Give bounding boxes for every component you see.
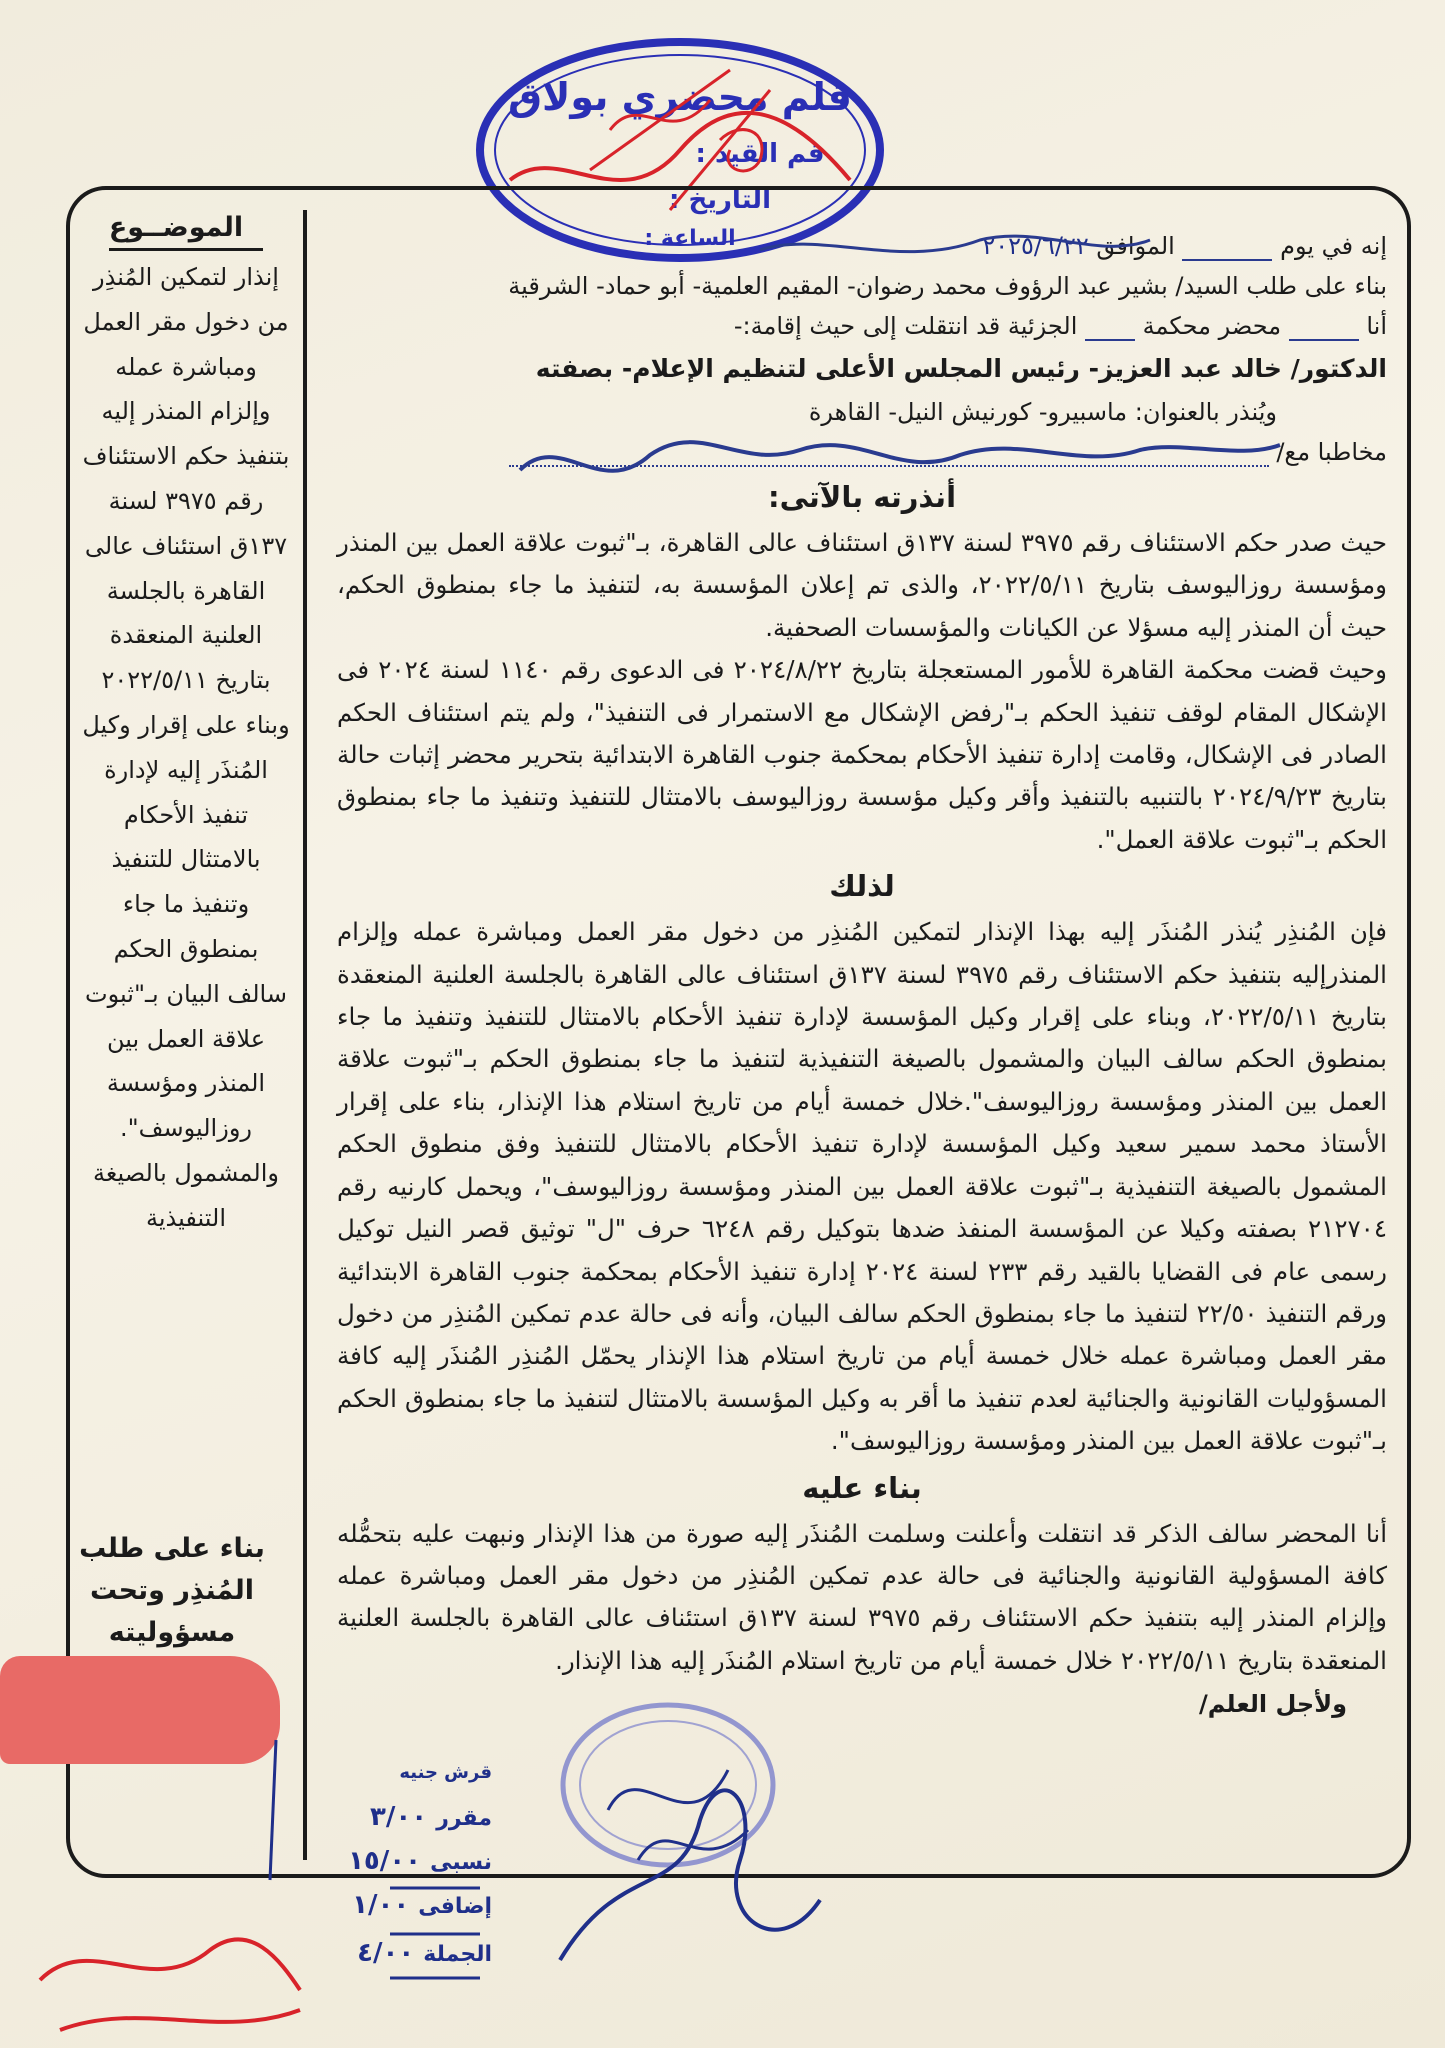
- bailiff-handwriting: [1289, 313, 1359, 341]
- fees-header: قرش جنيه: [399, 1762, 492, 1783]
- paragraph-4: أنا المحضر سالف الذكر قد انتقلت وأعلنت وسلمت المُنذَر إليه صورة من هذا الإنذار ونبهت عليه بتحمُّله كافة المسؤولية القانونية والجنائية فى حالة عدم تمكين المُنذِر من دخول مقر العمل ومباشرة عمله وإلزام المنذر إليه بتنفيذ حكم الاستئناف رقم ٣٩٧٥ لسنة ١٣٧ق استئناف عالى القاهرة بالجلسة العلنية المنعقدة بتاريخ ٢٠٢٢/٥/١١ خلال خمسة أيام من تاريخ استلام المُنذَر إليه هذا الإنذار.: [337, 1518, 1387, 1675]
- fee-proportional-value: ١٥/٠٠: [348, 1846, 422, 1876]
- redaction-mark: [0, 1656, 280, 1764]
- footer-line-2: المُنذِر وتحت: [89, 1575, 255, 1606]
- fee-extra-label: إضافى: [418, 1894, 492, 1919]
- recipient-handwriting: [509, 439, 1269, 467]
- closing-line: ولأجل العلم/: [1198, 1690, 1347, 1719]
- therefore-title: لذلك: [829, 869, 895, 904]
- address: ويُنذر بالعنوان: ماسبيرو- كورنيش النيل- القاهرة: [808, 398, 1277, 426]
- fee-total-value: ٤/٠٠: [357, 1938, 415, 1968]
- fee-extra: [352, 1890, 492, 1920]
- red-signature: [40, 1939, 300, 2030]
- stamp-line3: الساعة :: [644, 226, 736, 251]
- moved-label: الجزئية قد انتقلت إلى حيث إقامة:-: [733, 312, 1078, 340]
- fee-fixed-label: مقرر: [436, 1806, 492, 1831]
- fee-fixed-value: ٣/٠٠: [370, 1802, 428, 1832]
- header-line-3: [337, 306, 1387, 346]
- footer-line-1: بناء على طلب: [79, 1533, 265, 1564]
- column-divider: [303, 210, 307, 1860]
- fee-proportional-label: نسبى: [430, 1850, 492, 1875]
- paragraph-2: وحيث قضت محكمة القاهرة للأمور المستعجلة بتاريخ ٢٠٢٤/٨/٢٢ فى الدعوى رقم ١١٤٠ لسنة ٢٠٢٤ فى الإشكال المقام لوقف تنفيذ الحكم بـ"رفض الإشكال مع الاستمرار فى التنفيذ"، ولم يتم استئناف الحكم الصادر فى الإشكال، وقامت إدارة تنفيذ الأحكام بمحكمة جنوب القاهرة الابتدائية بتحرير محضر إثبات حالة بتاريخ ٢٠٢٤/٩/٢٣ بالتنبيه بالتنفيذ وأقر وكيل مؤسسة روزاليوسف بالامتثال للتنفيذ وتنفيذ ما جاء بمنطوق الحكم بـ"ثبوت علاقة العمل".: [337, 655, 1388, 854]
- subject-text: إنذار لتمكين المُنذِر من دخول مقر العمل ومباشرة عمله وإلزام المنذر إليه بتنفيذ حكم الاستئناف رقم ٣٩٧٥ لسنة ١٣٧ق استئناف عالى القاهرة بالجلسة العلنية المنعقدة بتاريخ ٢٠٢٢/٥/١١ وبناء على إقرار وكيل المُنذَر إليه لإدارة تنفيذ الأحكام بالامتثال للتنفيذ وتنفيذ ما جاء بمنطوق الحكم سالف البيان بـ"ثبوت علاقة العمل بين المنذر ومؤسسة روزاليوسف". والمشمول بالصيغة التنفيذية: [82, 263, 290, 1232]
- date-label: الموافق: [1096, 232, 1175, 260]
- paragraph-3: فإن المُنذِر يُنذر المُنذَر إليه بهذا الإنذار لتمكين المُنذِر من دخول مقر العمل ومباشرة عمله وإلزام المنذرإليه بتنفيذ حكم الاستئناف رقم ٣٩٧٥ لسنة ١٣٧ق استئناف عالى القاهرة بالجلسة العلنية المنعقدة بتاريخ ٢٠٢٢/٥/١١، وبناء على إقرار وكيل المؤسسة لإدارة تنفيذ الأحكام بالامتثال للتنفيذ وتنفيذ ما جاء بمنطوق الحكم سالف البيان والمشمول بالصيغة التنفيذية لتنفيذ ما جاء بمنطوق الحكم بـ"ثبوت علاقة العمل بين المنذر ومؤسسة روزاليوسف".خلال خمسة أيام من تاريخ استلام هذا الإنذار، بناء على إقرار الأستاذ محمد سمير سعيد وكيل المؤسسة لإدارة تنفيذ الأحكام بالامتثال للتنفيذ وفق منطوق الحكم المشمول بالصيغة التنفيذية بـ"ثبوت علاقة العمل بين المنذر ومؤسسة روزاليوسف"، ويحمل كارنيه رقم ٢١٢٧٠٤ بصفته وكيلا عن المؤسسة المنفذ ضدها بتوكيل رقم ٦٢٤٨ حرف "ل" توثيق قصر النيل توكيل رسمى عام فى القضايا بالقيد رقم ٢٣٣ لسنة ٢٠٢٤ إدارة تنفيذ الأحكام بمحكمة جنوب القاهرة الابتدائية ورقم التنفيذ ٢٢/٥٠ لتنفيذ ما جاء بمنطوق الحكم سالف البيان، وأنه فى حالة عدم تمكين المُنذِر من دخول مقر العمل ومباشرة عمله خلال خمسة أيام من تاريخ استلام هذا الإنذار يحمّل المُنذِر المُنذَر إليه كافة المسؤوليات القانونية والجنائية لعدم تنفيذ ما أقر به وكيل المؤسسة بالامتثال لتنفيذ ما جاء بمنطوق الحكم بـ"ثبوت علاقة العمل بين المنذر ومؤسسة روزاليوسف".: [337, 917, 1388, 1456]
- fee-extra-value: ١/٠٠: [352, 1890, 410, 1920]
- ana-label: أنا: [1366, 312, 1387, 340]
- day-handwriting: [1182, 233, 1272, 261]
- notice-body: [337, 226, 1387, 1726]
- subject-title: الموضــوع: [109, 208, 263, 251]
- header-line-1: [337, 226, 1387, 266]
- date-value: ٢٠٢٥/٦/٢٢: [982, 232, 1089, 260]
- fee-total-label: الجملة: [423, 1942, 492, 1967]
- sidebar-footer: [72, 1528, 272, 1654]
- addressed-with-label: مخاطبا مع/: [1276, 438, 1387, 466]
- stamp-line2: التاريخ :: [669, 185, 771, 215]
- addressee: الدكتور/ خالد عبد العزيز- رئيس المجلس الأعلى لتنظيم الإعلام- بصفته: [535, 354, 1387, 383]
- fee-total: [357, 1938, 492, 1968]
- footer-line-3: مسؤوليته: [108, 1617, 236, 1648]
- bottom-stamp: [548, 1690, 788, 1890]
- stamp-line1: قم القيد :: [695, 139, 825, 169]
- warning-title: أنذرته بالآتى:: [767, 480, 957, 514]
- day-label: إنه في يوم: [1280, 232, 1387, 260]
- court-label: محضر محكمة: [1142, 312, 1282, 340]
- stamp-title: قلم محضري بولاق: [508, 75, 852, 119]
- paragraph-1: حيث صدر حكم الاستئناف رقم ٣٩٧٥ لسنة ١٣٧ق استئناف عالى القاهرة، بـ"ثبوت علاقة العمل بين المنذر ومؤسسة روزاليوسف بتاريخ ٢٠٢٢/٥/١١، والذى تم إعلان المؤسسة به، لتنفيذ ما جاء بمنطوق الحكم، حيث أن المنذر إليه مسؤلا عن الكيانات والمؤسسات الصحفية.: [337, 528, 1387, 642]
- fee-fixed: [370, 1802, 492, 1832]
- header-line-2: بناء على طلب السيد/ بشير عبد الرؤوف محمد رضوان- المقيم العلمية- أبو حماد- الشرقية: [508, 272, 1387, 300]
- subject-sidebar: [72, 208, 300, 1241]
- court-handwriting: [1085, 313, 1135, 341]
- fee-proportional: [348, 1846, 492, 1876]
- upon-title: بناء عليه: [802, 1470, 922, 1505]
- addressed-with: [337, 432, 1387, 472]
